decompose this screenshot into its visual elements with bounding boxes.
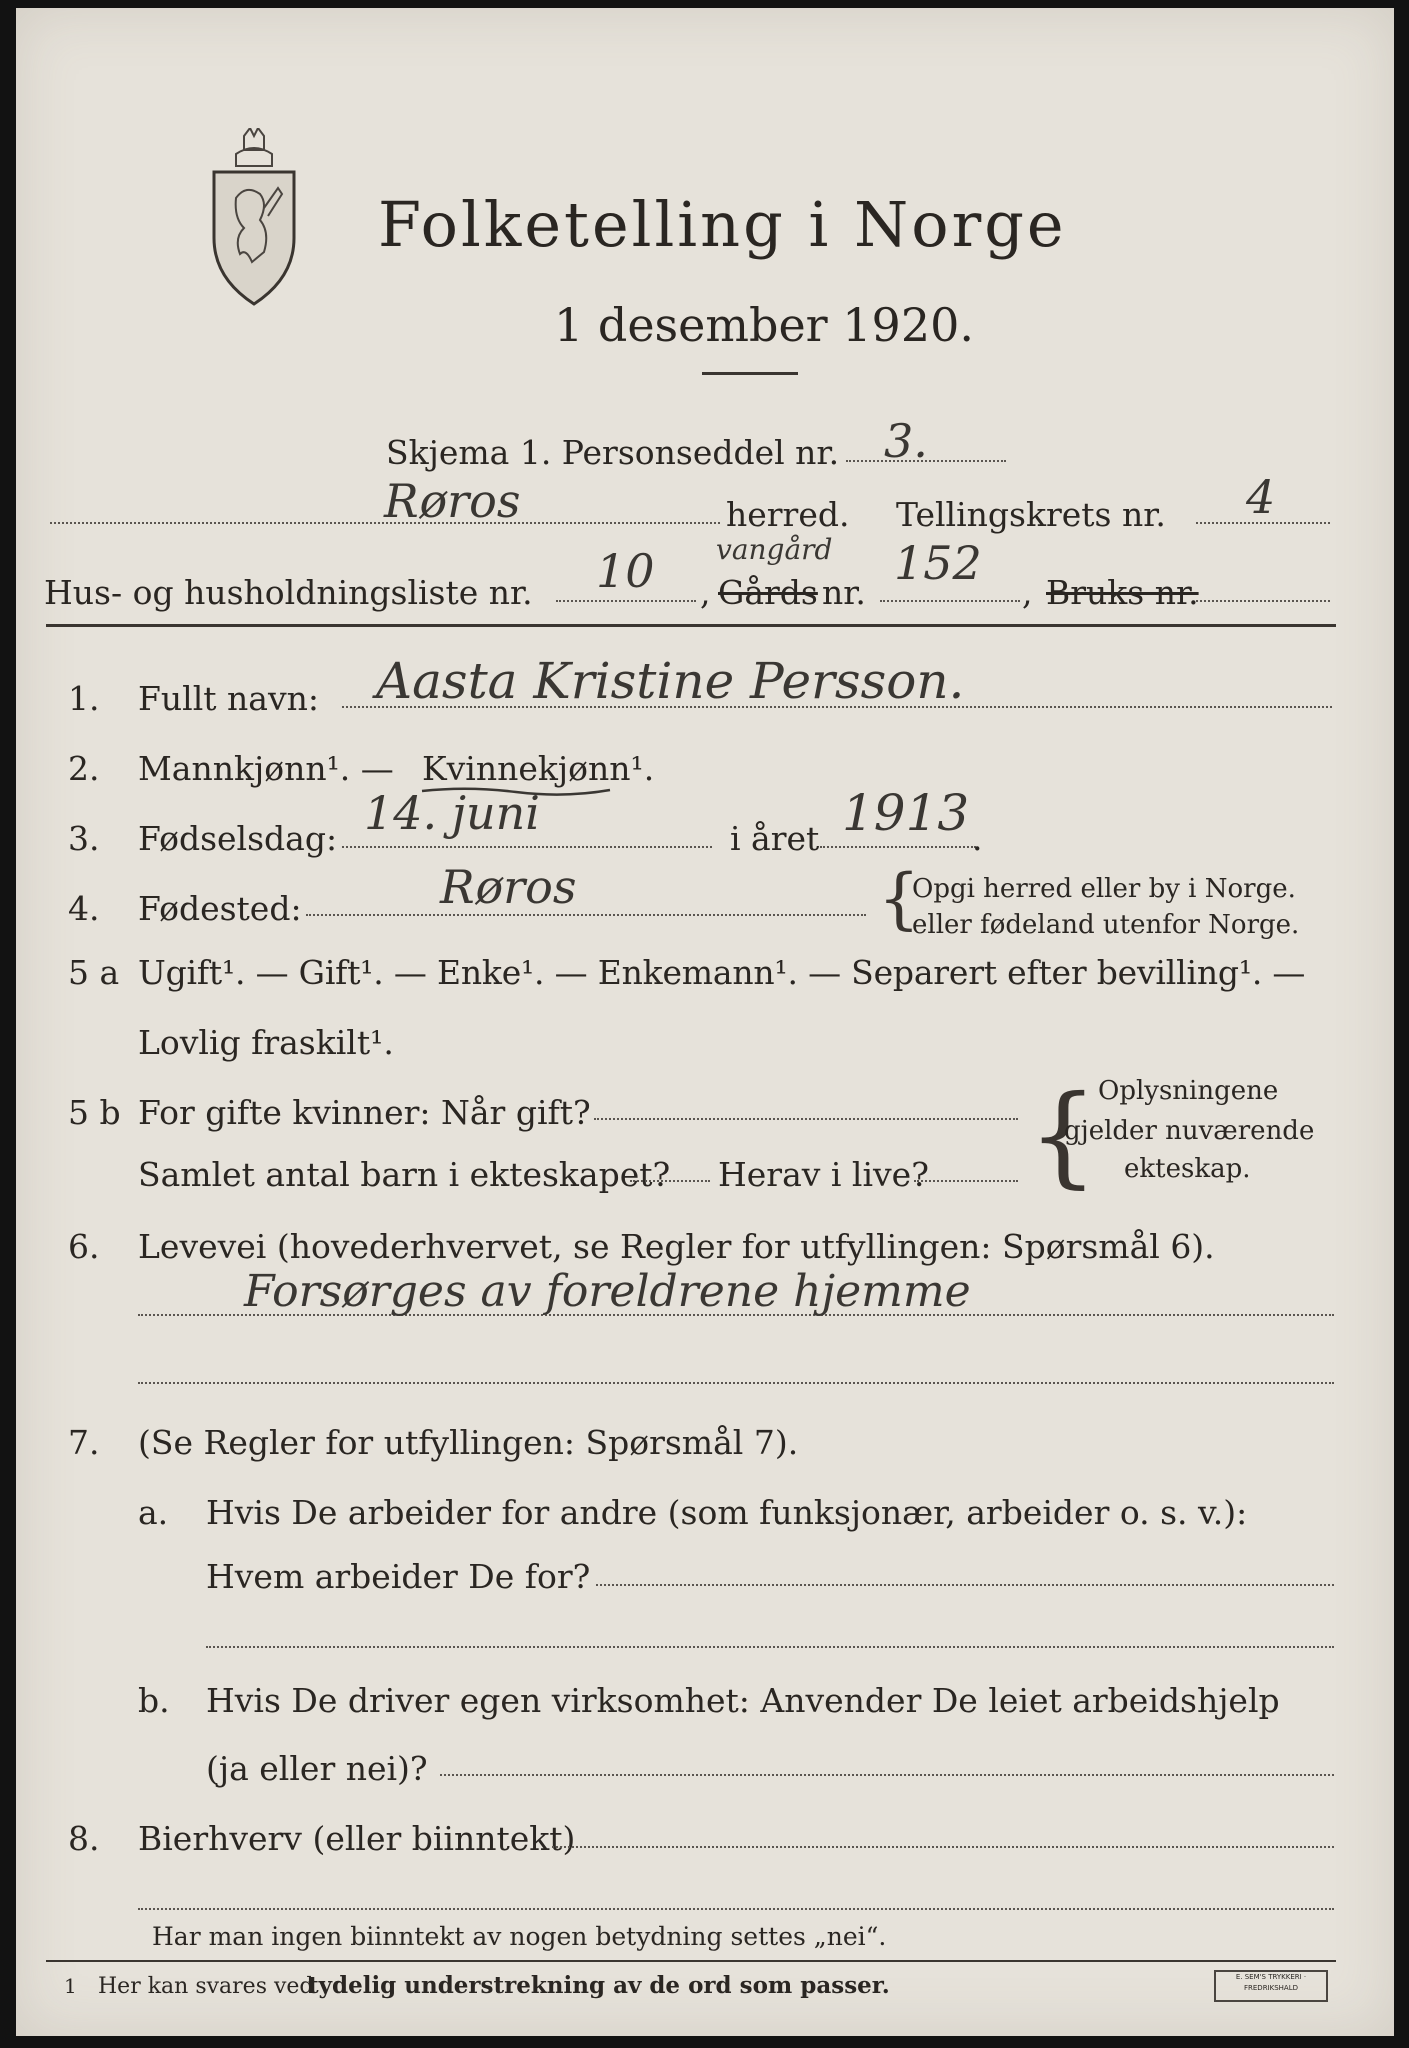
- hus-label: Hus- og husholdningsliste nr.: [44, 573, 533, 612]
- gards-number: 152: [894, 536, 982, 590]
- q3-label: Fødselsdag:: [138, 819, 338, 858]
- herav-i-live-label: Herav i live?: [718, 1155, 929, 1194]
- personseddel-number: 3.: [884, 414, 928, 468]
- skjema-label: Skjema 1. Personseddel nr.: [386, 433, 840, 472]
- section-divider: [46, 624, 1336, 627]
- q3-number: 3.: [68, 819, 100, 858]
- q6-label: Levevei (hovederhvervet, se Regler for utfyllingen: Spørsmål 6).: [138, 1227, 1215, 1266]
- q1-label: Fullt navn:: [138, 679, 319, 718]
- marital-status-options: Ugift¹. — Gift¹. — Enke¹. — Enkemann¹. — Separert efter bevilling¹. —: [138, 953, 1306, 992]
- q7a-line-1: Hvis De arbeider for andre (som funksjonær, arbeider o. s. v.):: [206, 1493, 1248, 1532]
- marital-status-options-2: Lovlig fraskilt¹.: [138, 1023, 394, 1062]
- q5b-number: 5 b: [68, 1093, 121, 1132]
- q4-note-1: Opgi herred eller by i Norge.: [912, 874, 1296, 904]
- herred-label: herred.: [726, 495, 850, 534]
- q5a-number: 5 a: [68, 953, 120, 992]
- birthday-value: 14. juni: [364, 786, 541, 840]
- full-name-value: Aasta Kristine Persson.: [376, 652, 965, 710]
- hus-number: 10: [596, 544, 655, 598]
- gards-nr-label: nr.: [822, 573, 866, 612]
- antal-barn-label: Samlet antal barn i ekteskapet?: [138, 1155, 671, 1194]
- livelihood-value: Forsørges av foreldrene hjemme: [244, 1266, 971, 1317]
- footnote-number: 1: [64, 1974, 77, 1998]
- coat-of-arms-icon: [206, 128, 302, 308]
- q7b-line-2: (ja eller nei)?: [206, 1749, 428, 1788]
- q8-label: Bierhverv (eller biinntekt): [138, 1819, 576, 1858]
- kvinnekjonn-option: Kvinnekjønn¹.: [422, 749, 655, 788]
- title-divider: [702, 372, 798, 375]
- q7a-letter: a.: [138, 1493, 169, 1532]
- footnote-text-b: tydelig understrekning av de ord som passer.: [308, 1972, 890, 1999]
- q4-note-2: eller fødeland utenfor Norge.: [912, 910, 1300, 940]
- q5b-note-2: gjelder nuværende: [1064, 1116, 1315, 1146]
- q4-label: Fødested:: [138, 889, 302, 928]
- q7a-line-2: Hvem arbeider De for?: [206, 1557, 591, 1596]
- q4-number: 4.: [68, 889, 100, 928]
- q7-label: (Se Regler for utfyllingen: Spørsmål 7).: [138, 1423, 799, 1462]
- q5b-note-3: ekteskap.: [1124, 1154, 1251, 1184]
- q7b-letter: b.: [138, 1681, 170, 1720]
- birthplace-value: Røros: [440, 860, 577, 914]
- tellingskrets-label: Tellingskrets nr.: [896, 495, 1166, 534]
- form-title: Folketelling i Norge: [378, 188, 1067, 261]
- q8-number: 8.: [68, 1819, 100, 1858]
- birth-year-value: 1913: [842, 784, 970, 842]
- printer-mark-text: E. SEM'S TRYKKERI · FREDRIKSHALD: [1235, 1973, 1307, 1992]
- footnote-text-a: Her kan svares ved: [98, 1974, 314, 1999]
- gards-insert: vangård: [716, 533, 833, 566]
- q7-number: 7.: [68, 1423, 100, 1462]
- tellingskrets-value: 4: [1246, 470, 1276, 524]
- printer-mark: [1214, 1970, 1328, 2002]
- mannkjonn-option: Mannkjønn¹. —: [138, 749, 394, 788]
- census-form-paper: Folketelling i Norge 1 desember 1920. Skjema 1. Personseddel nr. 3. Røros herred. Tellingskrets nr. 4 Hus- og husholdningsliste nr. 10 , vangård Gårds nr. 152 , Bruks nr. 1. Fullt navn: Aasta Kristine Persson. 2. Mannkjønn¹. — Kvinnekjønn¹. 3. Fødselsdag: 14. juni i året 1913 . 4. Fødested: Røros { Opgi herred eller by i Norge. eller fødeland utenfor Norge. 5 a Ugift¹. — Gift¹. — Enke¹. — Enkemann¹. — Separert efter bevilling¹. — Lovlig fraskilt¹. 5 b For gifte kvinner: Når gift? Samlet antal barn i ekteskapet? Herav i live? { Oplysningene gjelder nuværende ekteskap. 6. Levevei (hovederhvervet, se Regler for utfyllingen: Spørsmål 6). Forsørges av foreldrene hjemme 7. (Se Regler for utfyllingen: Spørsmål 7). a. Hvis De arbeider for andre (som funksjonær, arbeider o. s. v.): Hvem arbeider De for? b. Hvis De driver egen virksomhet: Anvender De leiet arbeidshjelp (ja eller nei)? 8. Bierhverv (eller biinntekt) Har man ingen biinntekt av nogen betydning settes „nei“. 1 Her kan svares ved tydelig understrekning av de ord som passer. E. SEM'S TRYKKERI · FREDRIKSHALD: [16, 8, 1394, 2036]
- q2-number: 2.: [68, 749, 100, 788]
- bruks-label: Bruks nr.: [1046, 573, 1199, 612]
- q1-number: 1.: [68, 679, 100, 718]
- form-date: 1 desember 1920.: [554, 298, 974, 352]
- year-label: i året: [730, 819, 820, 858]
- herred-value: Røros: [384, 474, 521, 528]
- q7b-line-1: Hvis De driver egen virksomhet: Anvender De leiet arbeidshjelp: [206, 1681, 1280, 1720]
- q6-number: 6.: [68, 1227, 100, 1266]
- nar-gift-label: For gifte kvinner: Når gift?: [138, 1093, 591, 1132]
- biinntekt-note: Har man ingen biinntekt av nogen betydning settes „nei“.: [152, 1922, 887, 1951]
- q5b-note-1: Oplysningene: [1098, 1076, 1279, 1106]
- gards-label: Gårds: [718, 573, 818, 612]
